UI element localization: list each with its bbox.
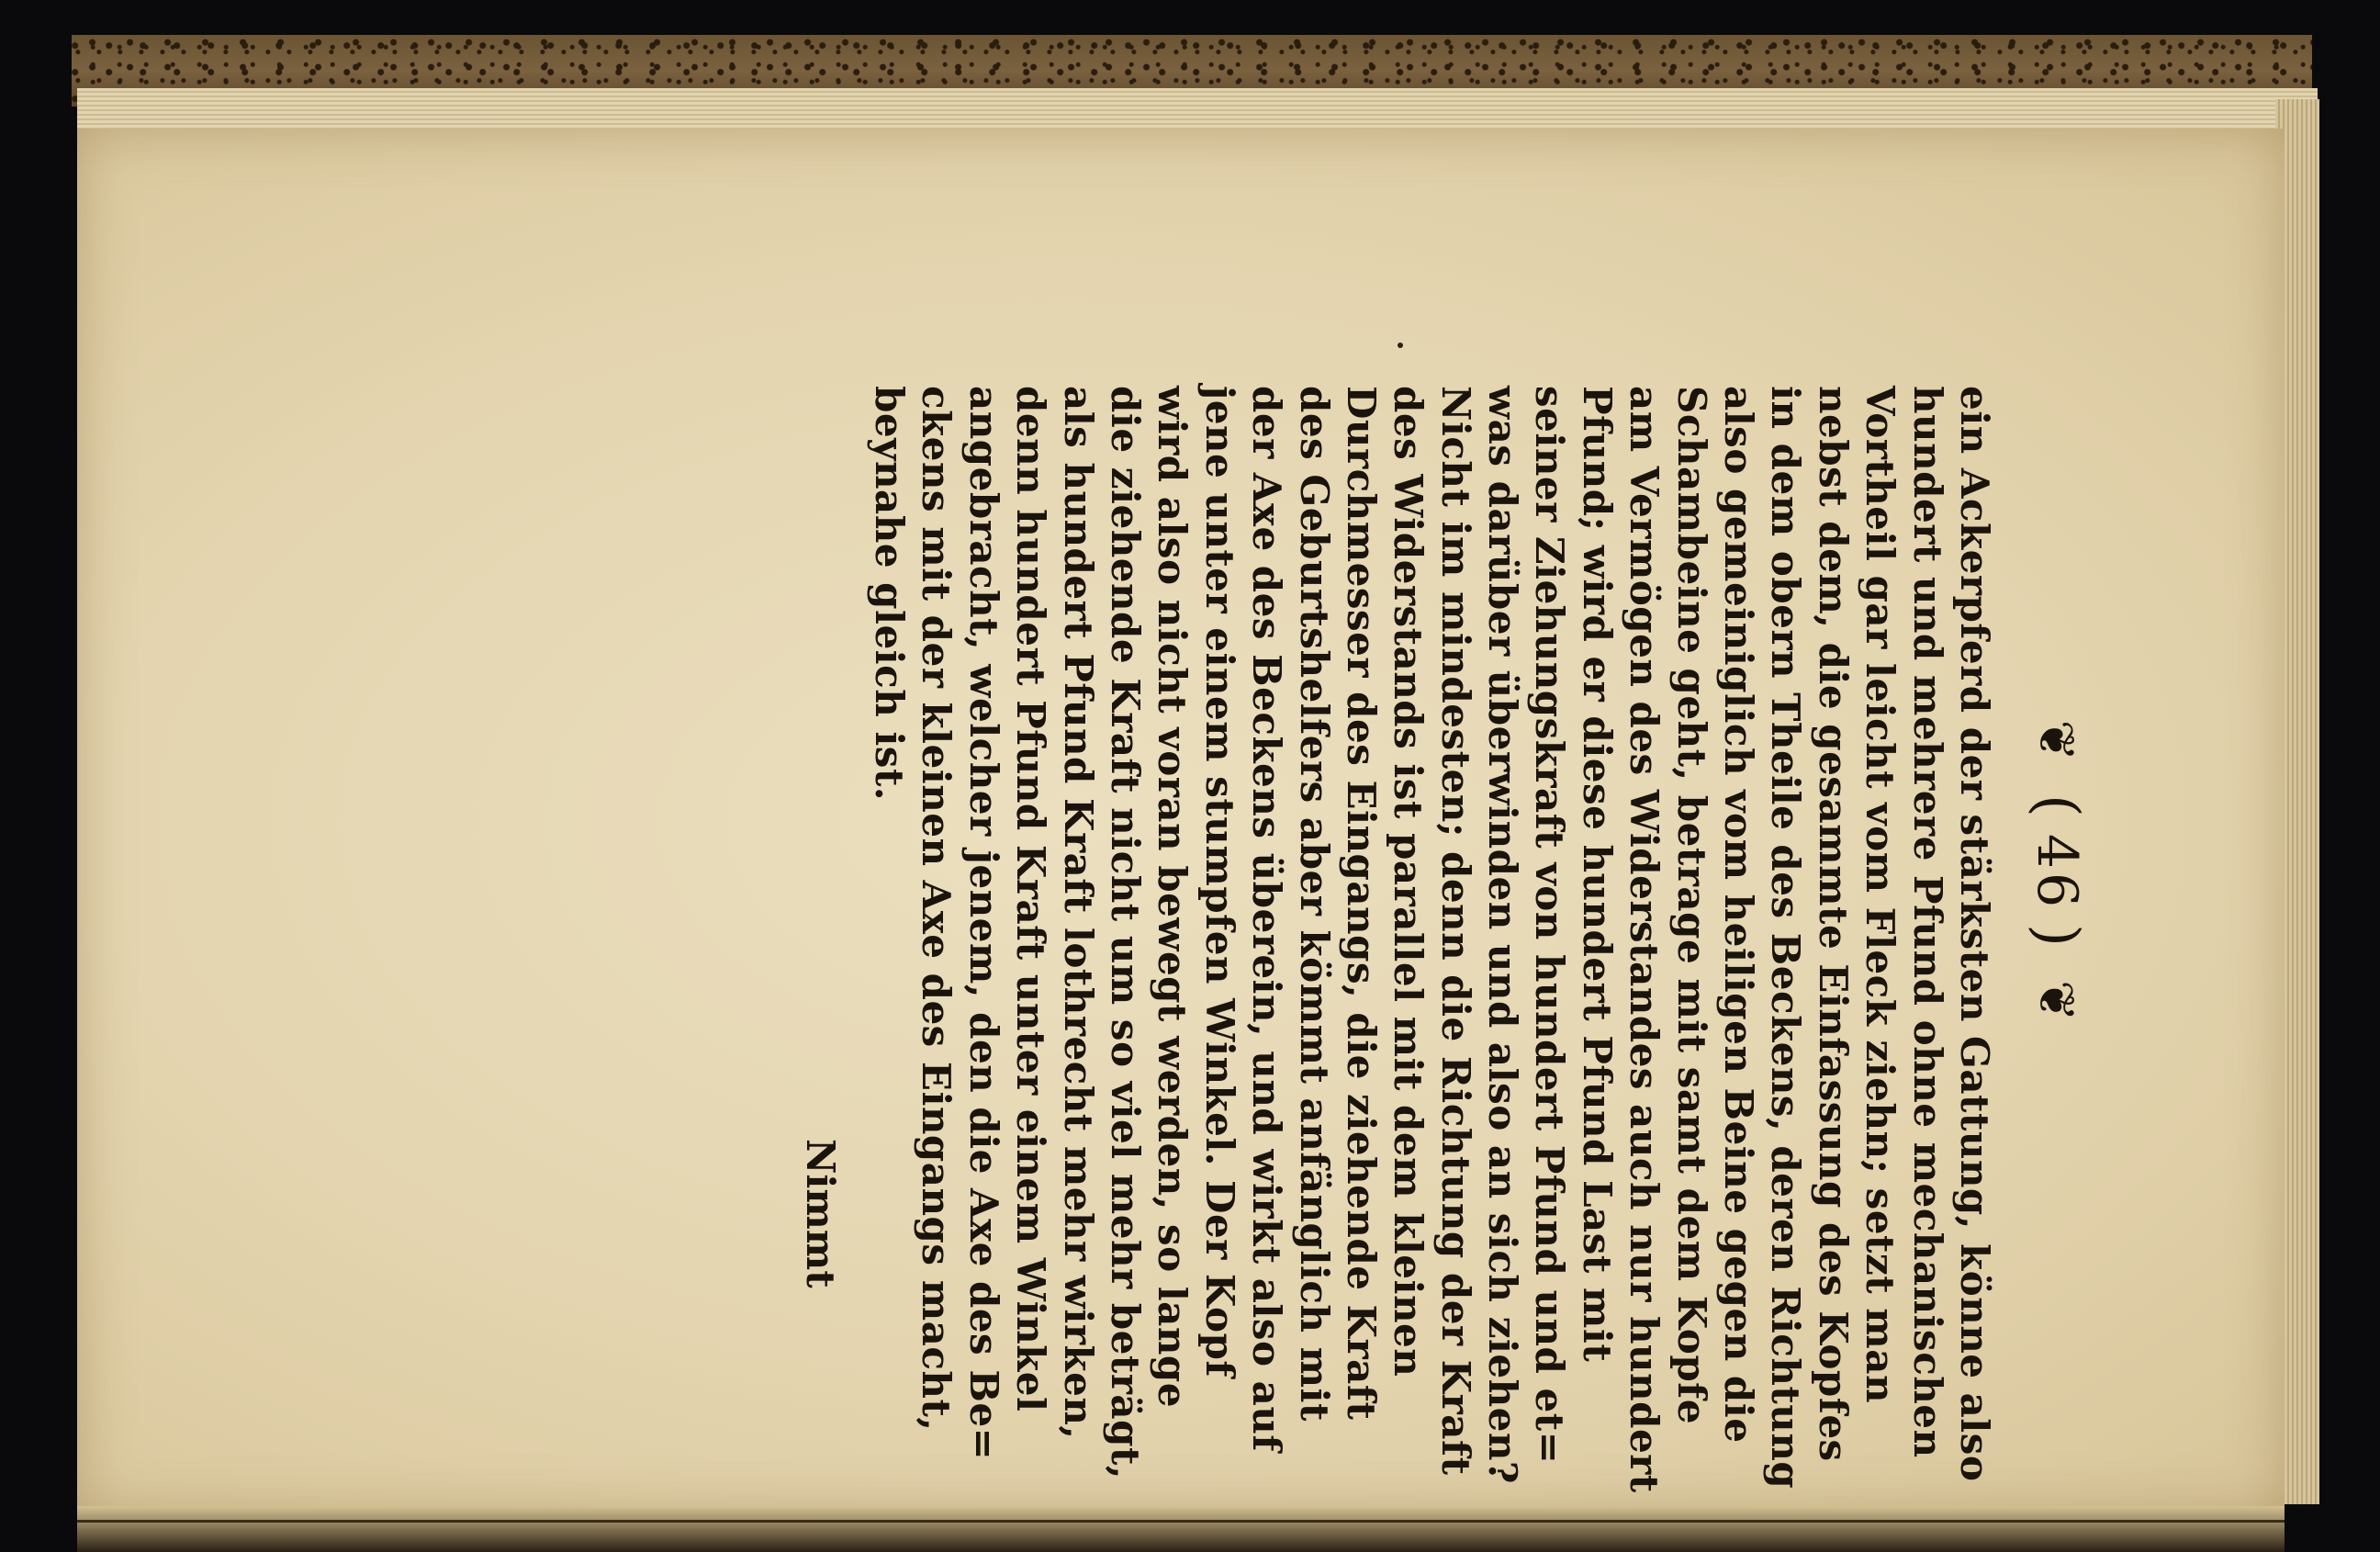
text-line: denn hundert Pfund Kraft unter einem Winkel [1008,386,1054,1412]
body-text [866,386,1998,1493]
text-line: seiner Ziehungskraft von hundert Pfund und et= [1527,386,1573,1465]
text-line: hundert und mehrere Pfund ohne mechanischen [1904,386,1950,1458]
text-line: in dem obern Theile des Beckens, deren Richtung [1763,386,1809,1490]
ink-speck [1398,343,1403,348]
rotated-text-block [792,386,2094,1493]
page-bottom-edge [77,1506,2285,1552]
text-line: Schambeine geht, betrage mit samt dem Kopfe [1668,386,1714,1424]
text-line: ein Ackerpferd der stärksten Gattung, könne also [1952,386,1997,1482]
paren-open: ( [2023,793,2091,821]
paren-close: ) [2023,924,2091,951]
text-line: Vortheil gar leicht vom Fleck ziehn; setzt man [1858,386,1903,1403]
catchword: Nimmt [797,1139,843,1288]
text-line: des Widerstands ist parallel mit dem kleinen [1386,386,1431,1378]
text-line: Durchmesser des Eingangs, die ziehende Kraft [1338,386,1384,1421]
text-line: wird also nicht voran bewegt werden, so lange [1150,386,1196,1409]
text-line: des Geburtshelfers aber kömmt anfänglich mit [1291,386,1337,1422]
ornament-right-icon: ❦ [2027,980,2086,1026]
text-line: als hundert Pfund Kraft lothrecht mehr wirken, [1055,386,1101,1440]
text-line: jene unter einem stumpfen Winkel. Der Kopf [1196,386,1242,1378]
text-line: angebracht, welcher jenem, den die Axe des Be= [960,386,1006,1461]
text-line: die ziehende Kraft nicht um so viel mehr beträgt, [1102,386,1148,1479]
text-line: beynahe gleich ist. [867,386,913,801]
text-line: also gemeiniglich vom heiligen Beine gegen die [1716,386,1762,1444]
text-line: der Axe des Beckens überein, und wirkt also auf [1244,386,1290,1452]
text-line: Nicht im mindesten; denn die Richtung der Kraft [1432,386,1478,1476]
ornament-left-icon: ❦ [2027,719,2086,765]
text-line: ckens mit der kleinen Axe des Eingangs macht, [914,386,960,1432]
page-bottom-line [77,1520,2285,1523]
text-line: Pfund; wird er diese hundert Pfund Last mit [1574,386,1620,1363]
running-header [2020,386,2094,1359]
text-line: am Vermögen des Widerstandes auch nur hundert [1622,386,1667,1493]
text-line: nebst dem, die gesammte Einfassung des Kopfes [1810,386,1856,1462]
text-line: was darüber überwinden und also an sich ziehen? [1480,386,1526,1485]
page-number: 46 [2025,833,2089,912]
